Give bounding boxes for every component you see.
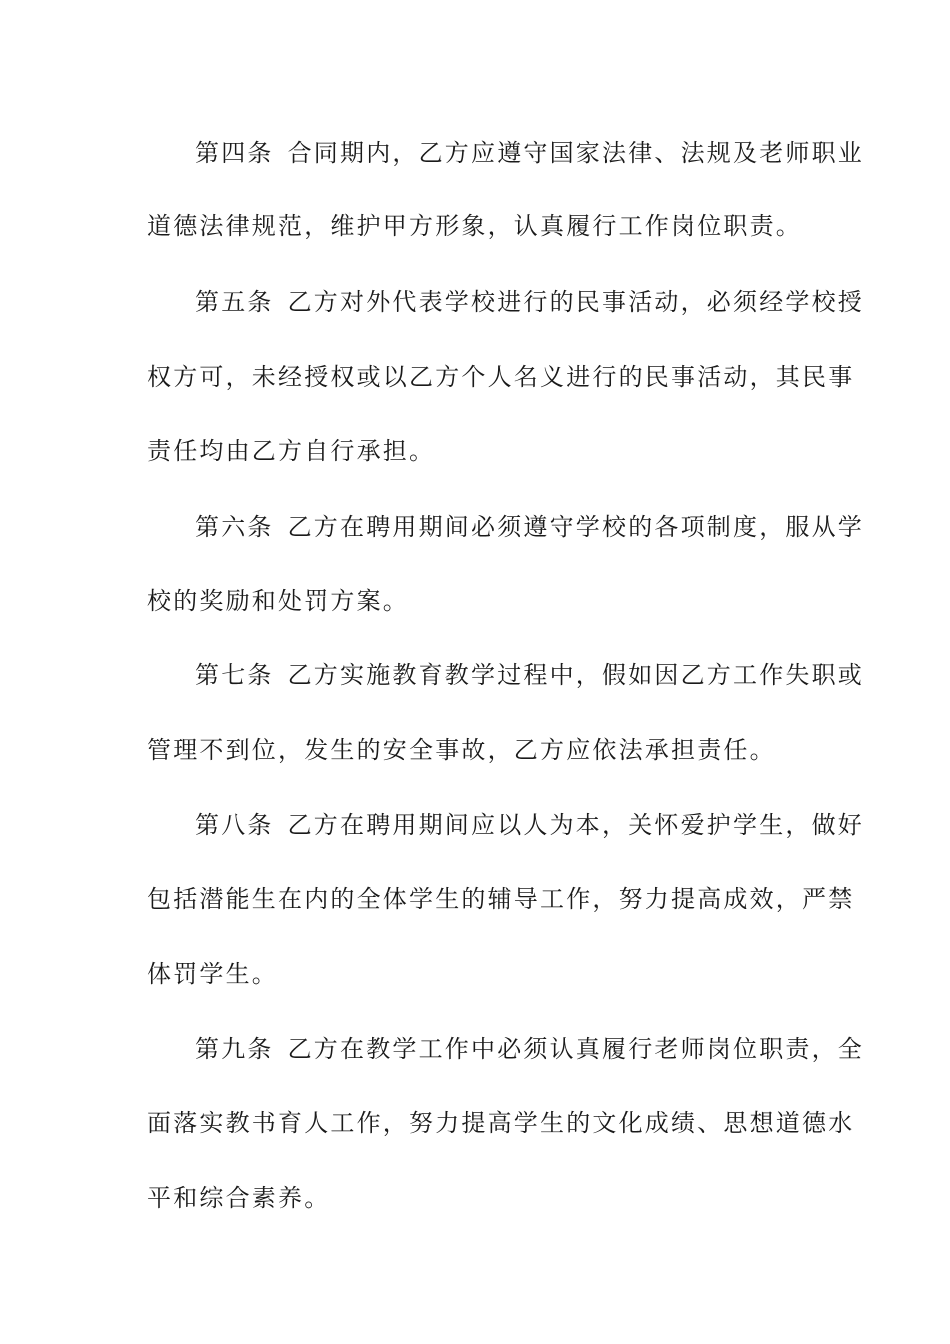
- article-7-line-1: 第七条 乙方实施教育教学过程中，假如因乙方工作失职或: [195, 661, 865, 689]
- article-6-number: 第六条: [195, 513, 274, 541]
- article-5-line-2: 权方可，未经授权或以乙方个人名义进行的民事活动，其民事: [147, 363, 855, 391]
- article-8-line-2: 包括潜能生在内的全体学生的辅导工作，努力提高成效，严禁: [147, 885, 855, 913]
- article-5-line-1: 第五条 乙方对外代表学校进行的民事活动，必须经学校授: [195, 288, 865, 316]
- article-8-line-3: 体罚学生。: [147, 960, 278, 988]
- article-4-line-1: 第四条 合同期内，乙方应遵守国家法律、法规及老师职业: [195, 139, 865, 167]
- article-9-line-3: 平和综合素养。: [147, 1184, 331, 1212]
- article-5-line-3: 责任均由乙方自行承担。: [147, 437, 436, 465]
- article-6-line-2: 校的奖励和处罚方案。: [147, 587, 409, 615]
- article-9-line-2: 面落实教书育人工作，努力提高学生的文化成绩、思想道德水: [147, 1109, 855, 1137]
- article-9-line-1: 第九条 乙方在教学工作中必须认真履行老师岗位职责，全: [195, 1035, 865, 1063]
- article-4-line-2: 道德法律规范，维护甲方形象，认真履行工作岗位职责。: [147, 212, 802, 240]
- article-8-line-1: 第八条 乙方在聘用期间应以人为本，关怀爱护学生，做好: [195, 811, 865, 839]
- article-5-number: 第五条: [195, 288, 274, 316]
- article-7-number: 第七条: [195, 661, 274, 689]
- article-4-number: 第四条: [195, 139, 274, 167]
- article-9-number: 第九条: [195, 1035, 274, 1063]
- article-7-line-2: 管理不到位，发生的安全事故，乙方应依法承担责任。: [147, 736, 776, 764]
- article-8-number: 第八条: [195, 811, 274, 839]
- article-6-line-1: 第六条 乙方在聘用期间必须遵守学校的各项制度，服从学: [195, 513, 865, 541]
